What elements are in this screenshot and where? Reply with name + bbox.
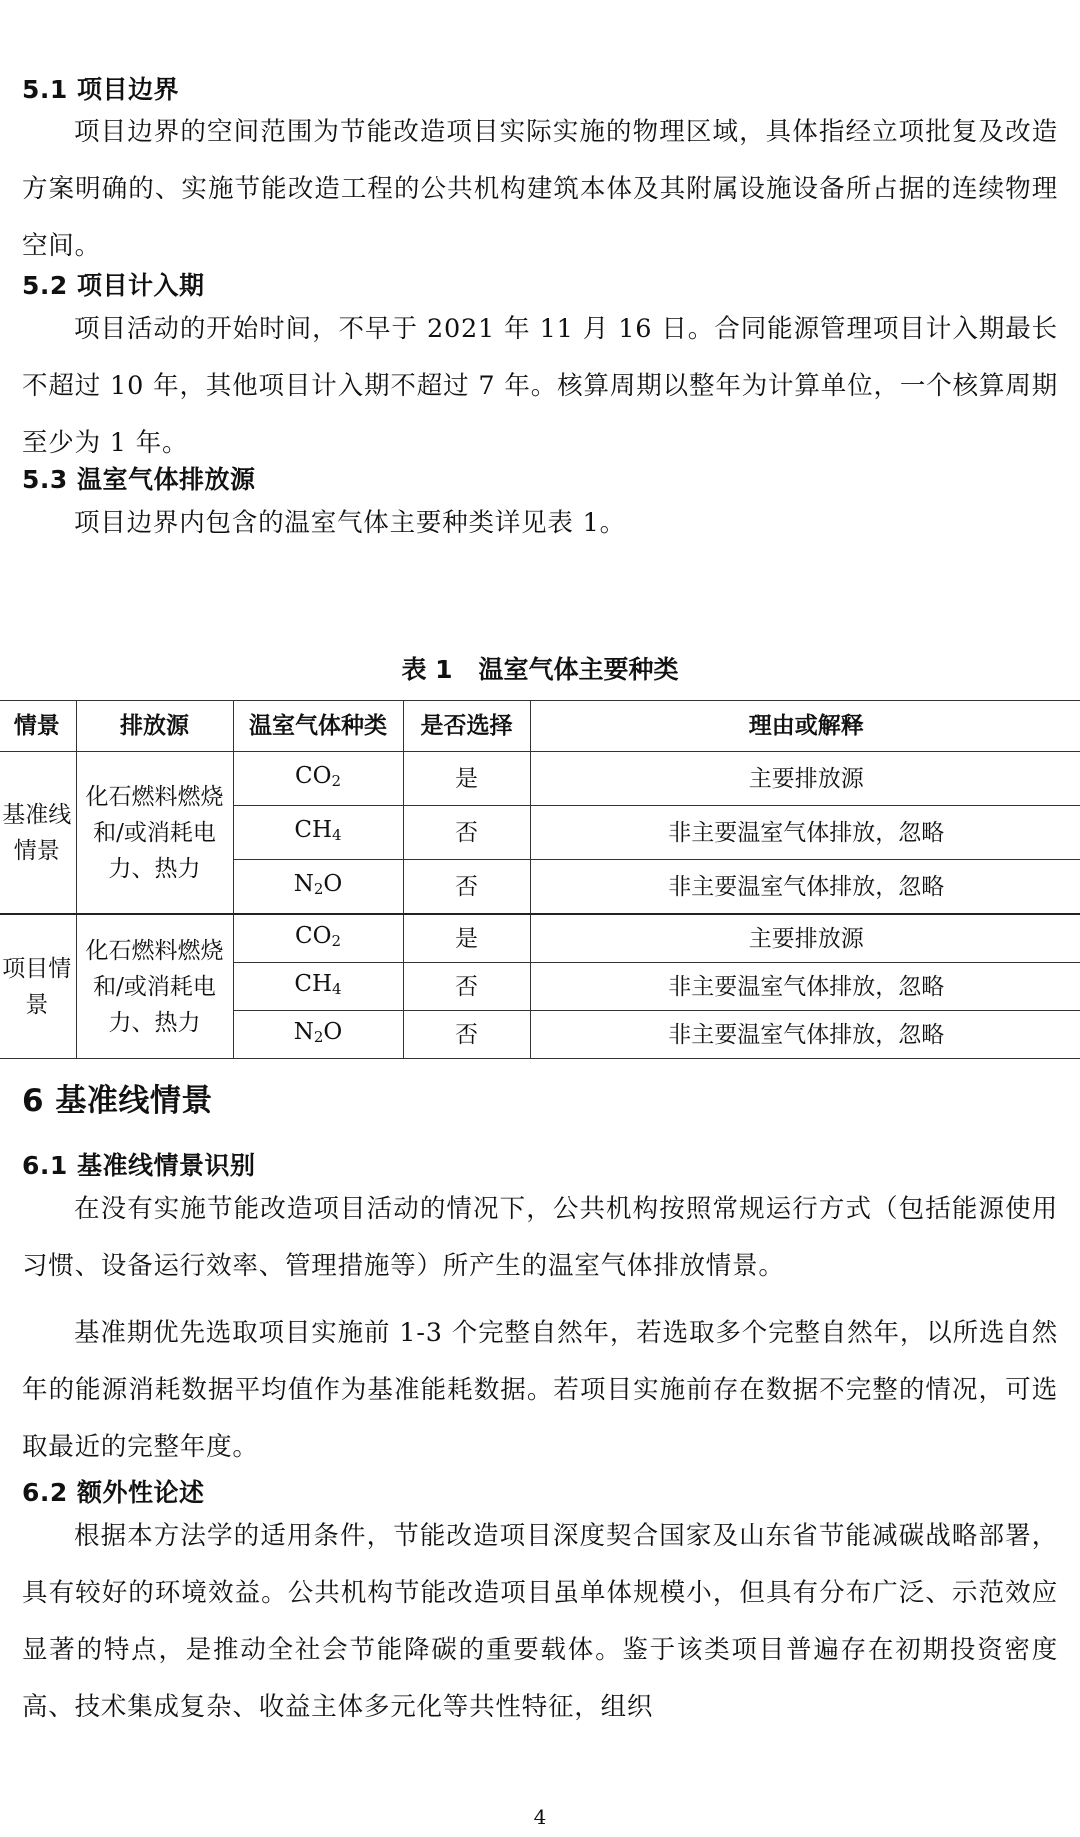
column-header-selected: 是否选择 [403, 701, 530, 752]
gas-cell: $CH_4$ [233, 806, 403, 860]
table-caption-number: 表 1 [401, 655, 453, 684]
reason-cell: 主要排放源 [530, 914, 1080, 963]
paragraph-crediting-period: 项目活动的开始时间，不早于 2021 年 11 月 16 日。合同能源管理项目计入期最长不超过 10 年，其他项目计入期不超过 7 年。核算周期以整年为计算单位，一个核算周期至少为 1 年。 [22, 314, 1058, 458]
page-number: 4 [533, 1805, 547, 1829]
column-header-source: 排放源 [76, 701, 233, 752]
section-heading-5-1: 5.1 项目边界 [22, 75, 179, 104]
section-heading-5-2: 5.2 项目计入期 [22, 271, 205, 300]
reason-cell: 非主要温室气体排放，忽略 [530, 860, 1080, 915]
column-header-reason: 理由或解释 [530, 701, 1080, 752]
table-row [0, 752, 1080, 806]
reason-cell: 非主要温室气体排放，忽略 [530, 806, 1080, 860]
column-header-gas-type: 温室气体种类 [233, 701, 403, 752]
choice-cell: 否 [403, 806, 530, 860]
reason-cell: 主要排放源 [530, 752, 1080, 806]
section-heading-6-1: 6.1 基准线情景识别 [22, 1151, 256, 1180]
column-header-scenario: 情景 [0, 701, 76, 752]
gas-cell: $CH_4$ [233, 963, 403, 1011]
gas-cell: $CO_2$ [233, 752, 403, 806]
source-cell-project: 化石燃料燃烧和/或消耗电力、热力 [76, 914, 233, 1059]
choice-cell: 否 [403, 1011, 530, 1059]
scenario-cell-baseline: 基准线情景 [0, 752, 76, 915]
gas-cell: $N_2O$ [233, 860, 403, 915]
paragraph-additionality: 根据本方法学的适用条件，节能改造项目深度契合国家及山东省节能减碳战略部署，具有较好的环境效益。公共机构节能改造项目虽单体规模小，但具有分布广泛、示范效应显著的特点，是推动全社会节能降碳的重要载体。鉴于该类项目普遍存在初期投资密度高、技术集成复杂、收益主体多元化等共性特征，组织 [22, 1521, 1058, 1722]
table-row [0, 914, 1080, 963]
choice-cell: 否 [403, 963, 530, 1011]
scenario-cell-project: 项目情景 [0, 914, 76, 1059]
source-cell-baseline: 化石燃料燃烧和/或消耗电力、热力 [76, 752, 233, 915]
choice-cell: 是 [403, 752, 530, 806]
reason-cell: 非主要温室气体排放，忽略 [530, 1011, 1080, 1059]
section-heading-5-3: 5.3 温室气体排放源 [22, 465, 256, 494]
section-heading-6-2: 6.2 额外性论述 [22, 1478, 205, 1507]
paragraph-project-boundary: 项目边界的空间范围为节能改造项目实际实施的物理区域，具体指经立项批复及改造方案明确的、实施节能改造工程的公共机构建筑本体及其附属设施设备所占据的连续物理空间。 [22, 117, 1058, 261]
ghg-table [0, 700, 1080, 1059]
paragraph-baseline-identification: 在没有实施节能改造项目活动的情况下，公共机构按照常规运行方式（包括能源使用习惯、设备运行效率、管理措施等）所产生的温室气体排放情景。 [22, 1194, 1058, 1281]
paragraph-baseline-period: 基准期优先选取项目实施前 1-3 个完整自然年，若选取多个完整自然年，以所选自然年的能源消耗数据平均值作为基准能耗数据。若项目实施前存在数据不完整的情况，可选取最近的完整年度。 [22, 1318, 1058, 1462]
chapter-heading-6: 6 基准线情景 [22, 1083, 213, 1119]
table-caption [0, 650, 1080, 686]
gas-cell: $CO_2$ [233, 914, 403, 963]
choice-cell: 是 [403, 914, 530, 963]
table-caption-title: 温室气体主要种类 [478, 655, 679, 684]
table-header-row [0, 701, 1080, 752]
choice-cell: 否 [403, 860, 530, 915]
paragraph-ghg-sources: 项目边界内包含的温室气体主要种类详见表 1。 [74, 508, 626, 538]
reason-cell: 非主要温室气体排放，忽略 [530, 963, 1080, 1011]
gas-cell: $N_2O$ [233, 1011, 403, 1059]
